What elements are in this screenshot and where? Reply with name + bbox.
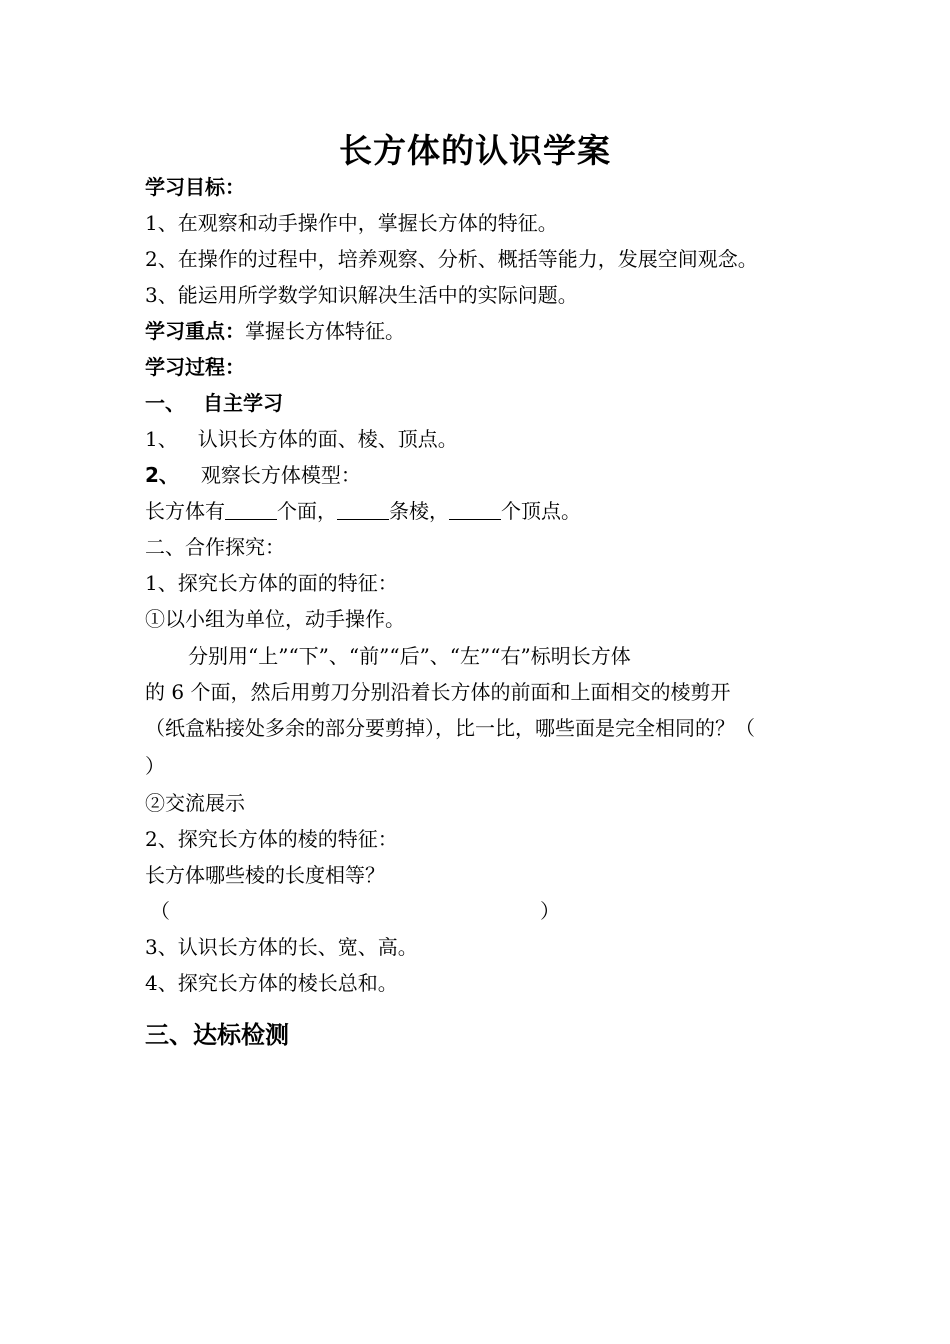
fill-text-3: 条棱， xyxy=(389,499,449,523)
instruction-line-3: （纸盒粘接处多余的部分要剪掉），比一比，哪些面是完全相同的？（ xyxy=(145,716,755,740)
section1-heading xyxy=(145,388,283,418)
blank-edges[interactable] xyxy=(337,497,389,520)
key-point-text: 掌握长方体特征。 xyxy=(245,319,405,343)
page-title: 长方体的认识学案 xyxy=(339,131,611,170)
section1-number: 一、 xyxy=(145,391,185,415)
objective-2: 2、在操作的过程中，培养观察、分析、概括等能力，发展空间观念。 xyxy=(145,247,758,271)
fill-text-2: 个面， xyxy=(277,499,337,523)
blank-vertices[interactable] xyxy=(449,497,501,520)
section2-heading: 二、合作探究： xyxy=(145,535,285,559)
objectives-heading: 学习目标： xyxy=(145,175,245,199)
key-point-label: 学习重点： xyxy=(145,319,245,343)
section2-step-1b: ②交流展示 xyxy=(145,791,245,815)
section2-step-1: 1、探究长方体的面的特征： xyxy=(145,571,398,595)
section2-step-2: 2、探究长方体的棱的特征： xyxy=(145,827,398,851)
section1-item-1 xyxy=(145,424,458,454)
section1-item-1-text: 认识长方体的面、棱、顶点。 xyxy=(197,427,458,451)
section2-step-1a: ①以小组为单位，动手操作。 xyxy=(145,607,405,631)
section2-step-2-question: 长方体哪些棱的长度相等？ xyxy=(145,863,385,887)
blank-faces[interactable] xyxy=(225,497,277,520)
section1-title: 自主学习 xyxy=(203,391,283,415)
instruction-line-2: 的 6 个面，然后用剪刀分别沿着长方体的前面和上面相交的棱剪开 xyxy=(145,680,731,704)
section2-step-3: 3、认识长方体的长、宽、高。 xyxy=(145,935,418,959)
section1-item-2 xyxy=(145,460,361,490)
section2-step-4: 4、探究长方体的棱长总和。 xyxy=(145,971,398,995)
section3-heading: 三、达标检测 xyxy=(145,1021,289,1049)
section1-item-2-num: 2、 xyxy=(145,463,179,487)
objective-3: 3、能运用所学数学知识解决生活中的实际问题。 xyxy=(145,283,578,307)
key-point xyxy=(145,316,405,346)
section1-item-1-num: 1、 xyxy=(145,427,178,451)
answer-paren-close: ） xyxy=(540,899,560,923)
process-heading: 学习过程： xyxy=(145,355,245,379)
objective-1: 1、在观察和动手操作中，掌握长方体的特征。 xyxy=(145,211,558,235)
instruction-line-4: ） xyxy=(145,754,165,778)
answer-paren-open: （ xyxy=(150,899,170,923)
section1-item-2-text: 观察长方体模型： xyxy=(200,463,361,487)
fill-in-blanks xyxy=(145,496,581,526)
fill-text-4: 个顶点。 xyxy=(501,499,581,523)
fill-text-1: 长方体有 xyxy=(145,499,225,523)
instruction-line-1: 分别用“上”“下”、“前”“后”、“左”“右”标明长方体 xyxy=(188,644,631,668)
